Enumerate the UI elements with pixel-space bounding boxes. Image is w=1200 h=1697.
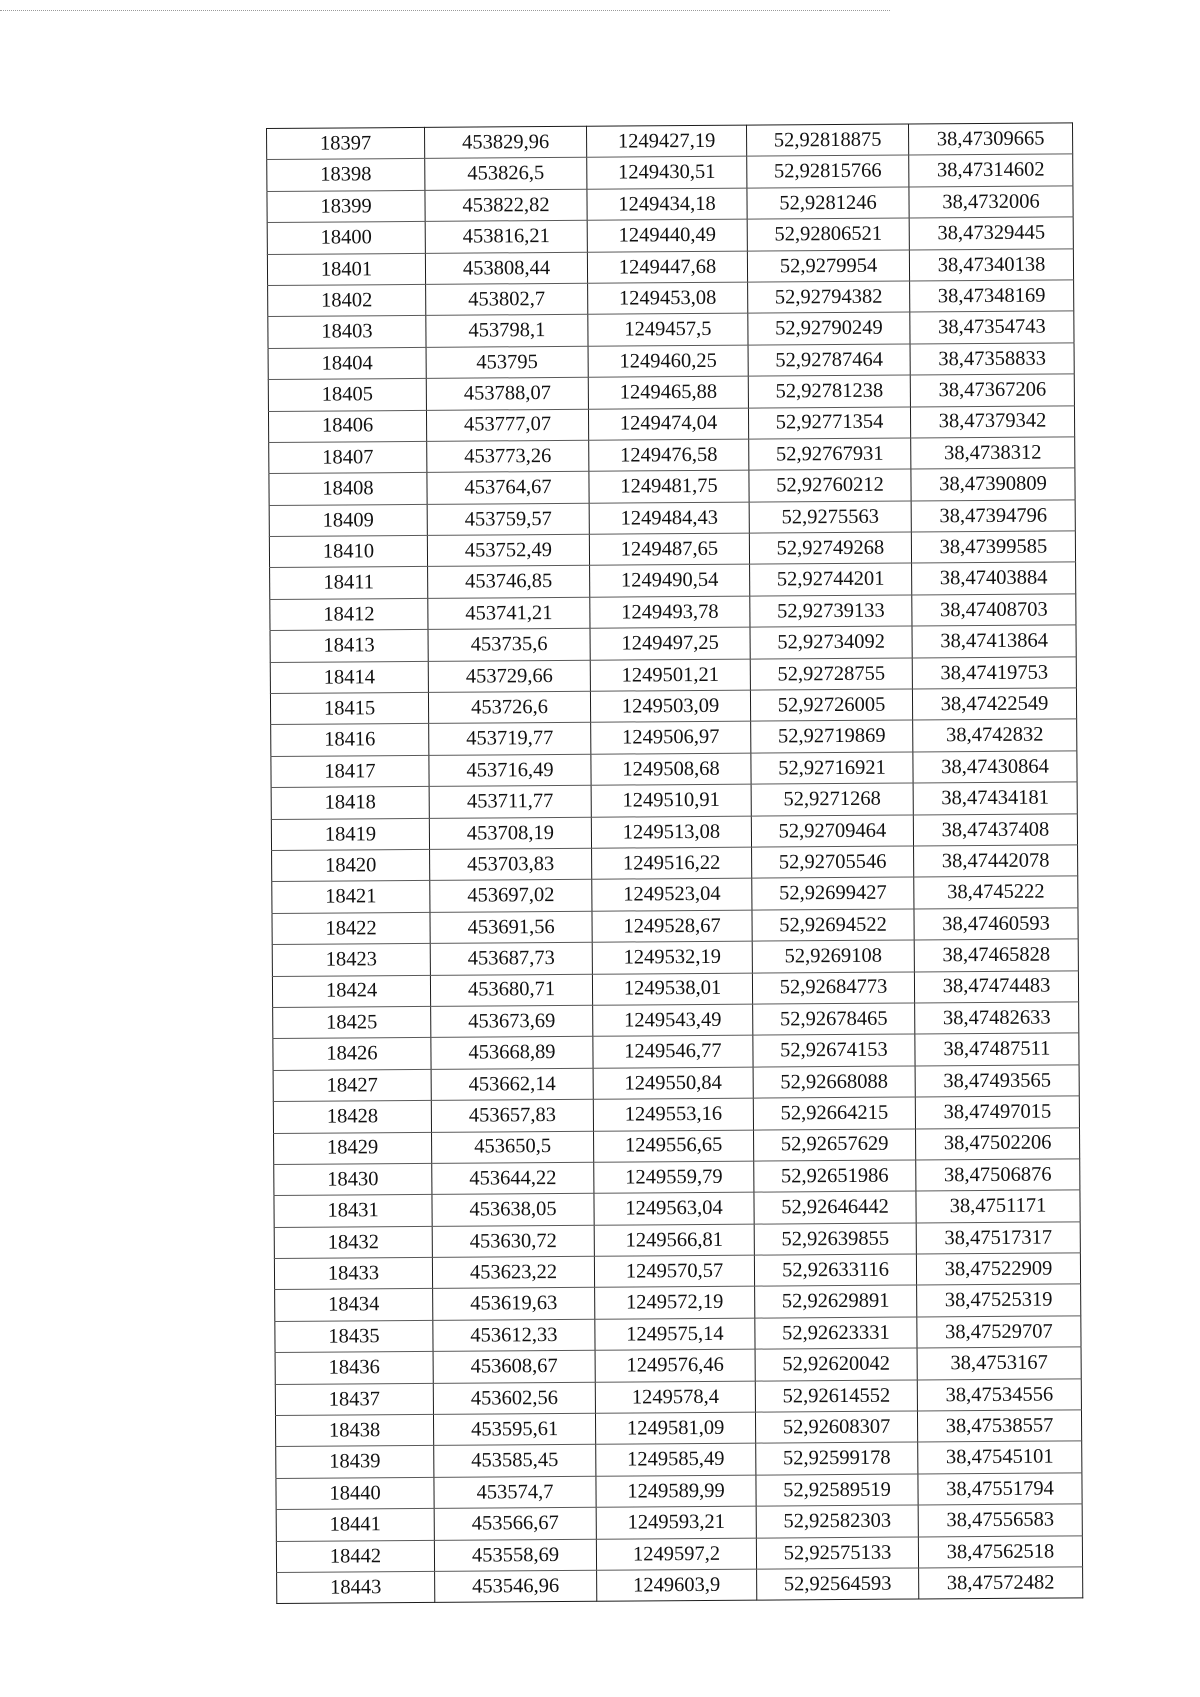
longitude-cell: 38,47474483: [914, 970, 1078, 1003]
x-coordinate-cell: 453708,19: [429, 817, 591, 850]
point-number-cell: 18421: [272, 881, 430, 913]
longitude-cell: 38,4751171: [916, 1190, 1080, 1223]
x-coordinate-cell: 453808,44: [425, 252, 587, 285]
latitude-cell: 52,92787464: [748, 344, 910, 377]
point-number-cell: 18398: [267, 159, 425, 191]
x-coordinate-cell: 453822,82: [425, 189, 587, 222]
y-coordinate-cell: 1249503,09: [590, 690, 750, 723]
x-coordinate-cell: 453638,05: [432, 1194, 594, 1227]
y-coordinate-cell: 1249508,68: [591, 753, 751, 786]
point-number-cell: 18424: [272, 975, 430, 1007]
y-coordinate-cell: 1249581,09: [595, 1412, 755, 1445]
x-coordinate-cell: 453673,69: [431, 1005, 593, 1038]
point-number-cell: 18418: [271, 787, 429, 819]
longitude-cell: 38,47390809: [911, 468, 1075, 501]
point-number-cell: 18415: [270, 692, 428, 724]
longitude-cell: 38,4745222: [914, 876, 1078, 909]
latitude-cell: 52,92664215: [753, 1097, 915, 1130]
latitude-cell: 52,92734092: [750, 626, 912, 659]
y-coordinate-cell: 1249572,19: [595, 1287, 755, 1320]
point-number-cell: 18408: [269, 473, 427, 505]
longitude-cell: 38,47367206: [910, 374, 1074, 407]
longitude-cell: 38,47551794: [918, 1473, 1082, 1506]
latitude-cell: 52,92589519: [756, 1474, 918, 1507]
coordinates-table: [266, 122, 1083, 1604]
longitude-cell: 38,47309665: [908, 123, 1072, 156]
longitude-cell: 38,47408703: [912, 594, 1076, 627]
latitude-cell: 52,92633116: [754, 1254, 916, 1287]
y-coordinate-cell: 1249546,77: [593, 1035, 753, 1068]
point-number-cell: 18442: [276, 1540, 434, 1572]
y-coordinate-cell: 1249430,51: [587, 157, 747, 190]
point-number-cell: 18420: [272, 849, 430, 881]
longitude-cell: 38,47419753: [912, 656, 1076, 689]
scan-edge-line-right: [820, 10, 890, 11]
latitude-cell: 52,92728755: [750, 658, 912, 691]
latitude-cell: 52,92651986: [754, 1160, 916, 1193]
y-coordinate-cell: 1249453,08: [588, 282, 748, 315]
longitude-cell: 38,47314602: [909, 154, 1073, 187]
y-coordinate-cell: 1249474,04: [588, 408, 748, 441]
latitude-cell: 52,92668088: [753, 1066, 915, 1099]
y-coordinate-cell: 1249447,68: [587, 251, 747, 284]
point-number-cell: 18425: [273, 1006, 431, 1038]
latitude-cell: 52,92705546: [752, 846, 914, 879]
y-coordinate-cell: 1249553,16: [593, 1098, 753, 1131]
x-coordinate-cell: 453795: [426, 346, 588, 379]
x-coordinate-cell: 453726,6: [428, 691, 590, 724]
x-coordinate-cell: 453566,67: [434, 1507, 596, 1540]
y-coordinate-cell: 1249578,4: [595, 1381, 755, 1414]
latitude-cell: 52,92694522: [752, 909, 914, 942]
latitude-cell: 52,92760212: [749, 469, 911, 502]
longitude-cell: 38,47399585: [911, 531, 1075, 564]
latitude-cell: 52,92575133: [756, 1537, 918, 1570]
y-coordinate-cell: 1249528,67: [592, 910, 752, 943]
point-number-cell: 18431: [274, 1195, 432, 1227]
latitude-cell: 52,92709464: [751, 815, 913, 848]
y-coordinate-cell: 1249510,91: [591, 784, 751, 817]
point-number-cell: 18413: [270, 630, 428, 662]
latitude-cell: 52,92744201: [750, 563, 912, 596]
y-coordinate-cell: 1249427,19: [586, 125, 746, 158]
x-coordinate-cell: 453802,7: [426, 283, 588, 316]
x-coordinate-cell: 453697,02: [430, 880, 592, 913]
y-coordinate-cell: 1249556,65: [594, 1130, 754, 1163]
longitude-cell: 38,47465828: [914, 939, 1078, 972]
latitude-cell: 52,92790249: [748, 312, 910, 345]
longitude-cell: 38,47506876: [916, 1159, 1080, 1192]
point-number-cell: 18416: [271, 724, 429, 756]
point-number-cell: 18403: [268, 316, 426, 348]
latitude-cell: 52,92674153: [753, 1034, 915, 1067]
longitude-cell: 38,4742832: [913, 719, 1077, 752]
x-coordinate-cell: 453623,22: [432, 1256, 594, 1289]
y-coordinate-cell: 1249516,22: [592, 847, 752, 880]
point-number-cell: 18412: [270, 598, 428, 630]
x-coordinate-cell: 453719,77: [429, 723, 591, 756]
longitude-cell: 38,47517317: [916, 1222, 1080, 1255]
longitude-cell: 38,47482633: [915, 1002, 1079, 1035]
longitude-cell: 38,47572482: [919, 1567, 1083, 1600]
point-number-cell: 18440: [276, 1477, 434, 1509]
latitude-cell: 52,9279954: [747, 250, 909, 283]
point-number-cell: 18405: [268, 379, 426, 411]
x-coordinate-cell: 453764,67: [427, 472, 589, 505]
latitude-cell: 52,92564593: [757, 1568, 919, 1601]
y-coordinate-cell: 1249457,5: [588, 313, 748, 346]
latitude-cell: 52,9271268: [751, 783, 913, 816]
y-coordinate-cell: 1249481,75: [589, 470, 749, 503]
longitude-cell: 38,4753167: [917, 1347, 1081, 1380]
longitude-cell: 38,47497015: [915, 1096, 1079, 1129]
point-number-cell: 18414: [270, 661, 428, 693]
latitude-cell: 52,92719869: [751, 720, 913, 753]
latitude-cell: 52,92599178: [756, 1442, 918, 1475]
longitude-cell: 38,47525319: [917, 1284, 1081, 1317]
x-coordinate-cell: 453759,57: [427, 503, 589, 536]
point-number-cell: 18410: [269, 535, 427, 567]
scan-edge-line: [0, 10, 880, 11]
x-coordinate-cell: 453716,49: [429, 754, 591, 787]
x-coordinate-cell: 453777,07: [426, 409, 588, 442]
x-coordinate-cell: 453711,77: [429, 785, 591, 818]
latitude-cell: 52,92684773: [752, 972, 914, 1005]
point-number-cell: 18411: [270, 567, 428, 599]
longitude-cell: 38,47487511: [915, 1033, 1079, 1066]
longitude-cell: 38,47403884: [912, 562, 1076, 595]
y-coordinate-cell: 1249487,65: [589, 533, 749, 566]
y-coordinate-cell: 1249497,25: [590, 627, 750, 660]
y-coordinate-cell: 1249465,88: [588, 376, 748, 409]
point-number-cell: 18428: [273, 1100, 431, 1132]
y-coordinate-cell: 1249513,08: [591, 816, 751, 849]
longitude-cell: 38,47413864: [912, 625, 1076, 658]
x-coordinate-cell: 453741,21: [428, 597, 590, 630]
x-coordinate-cell: 453585,45: [434, 1445, 596, 1478]
x-coordinate-cell: 453735,6: [428, 629, 590, 662]
point-number-cell: 18436: [275, 1352, 433, 1384]
y-coordinate-cell: 1249490,54: [590, 565, 750, 598]
x-coordinate-cell: 453680,71: [430, 974, 592, 1007]
y-coordinate-cell: 1249434,18: [587, 188, 747, 221]
point-number-cell: 18404: [268, 347, 426, 379]
table-row: [277, 1567, 1083, 1604]
latitude-cell: 52,92767931: [749, 438, 911, 471]
x-coordinate-cell: 453798,1: [426, 315, 588, 348]
latitude-cell: 52,92646442: [754, 1191, 916, 1224]
longitude-cell: 38,47534556: [917, 1378, 1081, 1411]
longitude-cell: 38,47340138: [909, 248, 1073, 281]
y-coordinate-cell: 1249506,97: [591, 722, 751, 755]
y-coordinate-cell: 1249538,01: [592, 973, 752, 1006]
longitude-cell: 38,47556583: [918, 1504, 1082, 1537]
longitude-cell: 38,47545101: [918, 1441, 1082, 1474]
longitude-cell: 38,47379342: [910, 405, 1074, 438]
point-number-cell: 18438: [275, 1414, 433, 1446]
longitude-cell: 38,47434181: [913, 782, 1077, 815]
x-coordinate-cell: 453773,26: [427, 440, 589, 473]
longitude-cell: 38,47538557: [917, 1410, 1081, 1443]
latitude-cell: 52,92699427: [752, 877, 914, 910]
longitude-cell: 38,47329445: [909, 217, 1073, 250]
y-coordinate-cell: 1249550,84: [593, 1067, 753, 1100]
longitude-cell: 38,47422549: [912, 688, 1076, 721]
y-coordinate-cell: 1249493,78: [590, 596, 750, 629]
latitude-cell: 52,92608307: [755, 1411, 917, 1444]
latitude-cell: 52,92794382: [748, 281, 910, 314]
y-coordinate-cell: 1249559,79: [594, 1161, 754, 1194]
y-coordinate-cell: 1249532,19: [592, 941, 752, 974]
point-number-cell: 18430: [274, 1163, 432, 1195]
y-coordinate-cell: 1249523,04: [592, 879, 752, 912]
point-number-cell: 18417: [271, 755, 429, 787]
longitude-cell: 38,47502206: [916, 1127, 1080, 1160]
point-number-cell: 18406: [268, 410, 426, 442]
longitude-cell: 38,47529707: [917, 1316, 1081, 1349]
latitude-cell: 52,92716921: [751, 752, 913, 785]
latitude-cell: 52,9269108: [752, 940, 914, 973]
x-coordinate-cell: 453608,67: [433, 1350, 595, 1383]
point-number-cell: 18419: [271, 818, 429, 850]
y-coordinate-cell: 1249484,43: [589, 502, 749, 535]
point-number-cell: 18400: [267, 222, 425, 254]
point-number-cell: 18402: [268, 284, 426, 316]
longitude-cell: 38,47460593: [914, 908, 1078, 941]
point-number-cell: 18399: [267, 190, 425, 222]
y-coordinate-cell: 1249563,04: [594, 1192, 754, 1225]
point-number-cell: 18423: [272, 944, 430, 976]
y-coordinate-cell: 1249476,58: [589, 439, 749, 472]
longitude-cell: 38,4732006: [909, 186, 1073, 219]
point-number-cell: 18409: [269, 504, 427, 536]
y-coordinate-cell: 1249585,49: [596, 1444, 756, 1477]
point-number-cell: 18401: [267, 253, 425, 285]
longitude-cell: 38,47437408: [913, 813, 1077, 846]
x-coordinate-cell: 453687,73: [430, 942, 592, 975]
longitude-cell: 38,47493565: [915, 1065, 1079, 1098]
x-coordinate-cell: 453574,7: [434, 1476, 596, 1509]
latitude-cell: 52,92726005: [750, 689, 912, 722]
latitude-cell: 52,9275563: [749, 501, 911, 534]
point-number-cell: 18429: [274, 1132, 432, 1164]
x-coordinate-cell: 453788,07: [426, 377, 588, 410]
x-coordinate-cell: 453558,69: [434, 1539, 596, 1572]
longitude-cell: 38,47394796: [911, 500, 1075, 533]
latitude-cell: 52,92639855: [754, 1223, 916, 1256]
x-coordinate-cell: 453602,56: [433, 1382, 595, 1415]
latitude-cell: 52,92614552: [755, 1380, 917, 1413]
latitude-cell: 52,92657629: [754, 1128, 916, 1161]
y-coordinate-cell: 1249589,99: [596, 1475, 756, 1508]
latitude-cell: 52,9281246: [747, 187, 909, 220]
latitude-cell: 52,92815766: [747, 155, 909, 188]
longitude-cell: 38,47354743: [910, 311, 1074, 344]
y-coordinate-cell: 1249575,14: [595, 1318, 755, 1351]
x-coordinate-cell: 453752,49: [427, 534, 589, 567]
latitude-cell: 52,92582303: [756, 1505, 918, 1538]
point-number-cell: 18407: [269, 441, 427, 473]
y-coordinate-cell: 1249576,46: [595, 1349, 755, 1382]
longitude-cell: 38,47442078: [914, 845, 1078, 878]
longitude-cell: 38,4738312: [911, 437, 1075, 470]
latitude-cell: 52,92739133: [750, 595, 912, 628]
x-coordinate-cell: 453662,14: [431, 1068, 593, 1101]
x-coordinate-cell: 453668,89: [431, 1037, 593, 1070]
x-coordinate-cell: 453826,5: [425, 158, 587, 191]
x-coordinate-cell: 453619,63: [433, 1288, 595, 1321]
longitude-cell: 38,47522909: [916, 1253, 1080, 1286]
point-number-cell: 18434: [275, 1289, 433, 1321]
y-coordinate-cell: 1249597,2: [596, 1538, 756, 1571]
y-coordinate-cell: 1249501,21: [590, 659, 750, 692]
x-coordinate-cell: 453829,96: [424, 126, 586, 159]
latitude-cell: 52,92620042: [755, 1348, 917, 1381]
point-number-cell: 18443: [277, 1571, 435, 1603]
x-coordinate-cell: 453746,85: [428, 566, 590, 599]
latitude-cell: 52,92806521: [747, 218, 909, 251]
x-coordinate-cell: 453650,5: [432, 1131, 594, 1164]
point-number-cell: 18433: [274, 1257, 432, 1289]
latitude-cell: 52,92771354: [748, 407, 910, 440]
x-coordinate-cell: 453546,96: [435, 1570, 597, 1603]
y-coordinate-cell: 1249570,57: [594, 1255, 754, 1288]
point-number-cell: 18426: [273, 1038, 431, 1070]
point-number-cell: 18435: [275, 1320, 433, 1352]
point-number-cell: 18439: [276, 1446, 434, 1478]
y-coordinate-cell: 1249460,25: [588, 345, 748, 378]
y-coordinate-cell: 1249440,49: [587, 219, 747, 252]
y-coordinate-cell: 1249603,9: [597, 1569, 757, 1602]
longitude-cell: 38,47430864: [913, 751, 1077, 784]
y-coordinate-cell: 1249566,81: [594, 1224, 754, 1257]
latitude-cell: 52,92749268: [749, 532, 911, 565]
point-number-cell: 18422: [272, 912, 430, 944]
latitude-cell: 52,92629891: [755, 1285, 917, 1318]
point-number-cell: 18432: [274, 1226, 432, 1258]
x-coordinate-cell: 453595,61: [433, 1413, 595, 1446]
x-coordinate-cell: 453729,66: [428, 660, 590, 693]
y-coordinate-cell: 1249543,49: [593, 1004, 753, 1037]
x-coordinate-cell: 453657,83: [431, 1099, 593, 1132]
longitude-cell: 38,47358833: [910, 343, 1074, 376]
x-coordinate-cell: 453691,56: [430, 911, 592, 944]
point-number-cell: 18427: [273, 1069, 431, 1101]
point-number-cell: 18437: [275, 1383, 433, 1415]
x-coordinate-cell: 453630,72: [432, 1225, 594, 1258]
x-coordinate-cell: 453703,83: [430, 848, 592, 881]
x-coordinate-cell: 453644,22: [432, 1162, 594, 1195]
latitude-cell: 52,92623331: [755, 1317, 917, 1350]
latitude-cell: 52,92781238: [748, 375, 910, 408]
x-coordinate-cell: 453816,21: [425, 220, 587, 253]
point-number-cell: 18397: [267, 127, 425, 159]
longitude-cell: 38,47562518: [918, 1535, 1082, 1568]
y-coordinate-cell: 1249593,21: [596, 1506, 756, 1539]
latitude-cell: 52,92818875: [746, 124, 908, 157]
x-coordinate-cell: 453612,33: [433, 1319, 595, 1352]
latitude-cell: 52,92678465: [753, 1003, 915, 1036]
longitude-cell: 38,47348169: [910, 280, 1074, 313]
coordinates-table-body: [267, 123, 1083, 1604]
point-number-cell: 18441: [276, 1509, 434, 1541]
